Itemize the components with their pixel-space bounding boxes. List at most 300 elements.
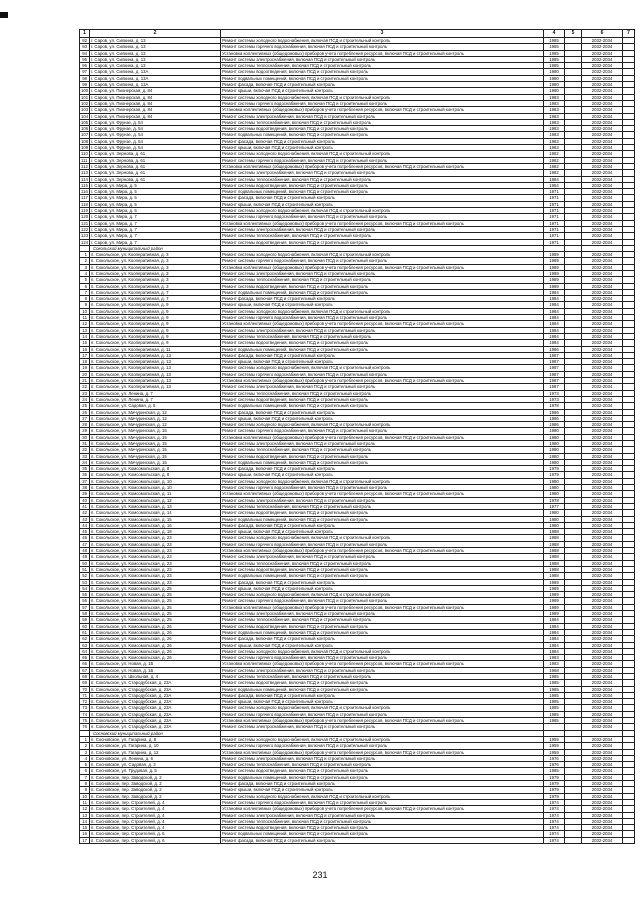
row-address: п. Сокольское, ул. Кооперативная, д. 3 [90,283,221,289]
row-year: 1971 [544,226,565,232]
row-number: 109 [81,145,89,151]
row-period: 2032-2034 [582,441,623,447]
row-address: п. Сокольское, ул. Новая, д. 1Б [90,667,221,673]
header-col-2: 2 [90,30,221,38]
row-number: 22 [80,384,90,390]
row-number: 2 [80,258,90,264]
row-address: п. Сокольское, ул. Кооперативная, д. 7 [90,296,221,302]
row-number: 52 [80,573,90,579]
row-period: 2032-2034 [582,201,623,207]
row-period: 2032-2034 [582,195,623,201]
row-period: 2032-2034 [582,365,623,371]
row-number: 67 [80,667,90,673]
row-address: п. Сокольское, ул. Садовая, д. 6 [90,403,221,409]
row-work: Ремонт системы электроснабжения, включая ПСД и строительный контроль [221,327,544,333]
row-period: 2032-2034 [582,667,623,673]
row-year: 1979 [544,472,565,478]
row-work: Ремонт крыши, включая ПСД и строительный контроль [221,472,544,478]
row-period: 2032-2034 [582,459,623,465]
row-address: п. Сокольское, ул. Мичуринская, д. 15 [90,434,221,440]
row-period: 2032-2034 [582,661,623,667]
row-work: Ремонт крыши, включая ПСД и строительный контроль [221,201,544,207]
row-address: п. Сокольское, ул. Кооперативная, д. 3 [90,252,221,258]
row-year: 1980 [544,453,565,459]
row-extra [565,837,582,843]
row-work: Ремонт системы электроснабжения, включая ПСД и строительный контроль [221,554,544,560]
row-address: п. Сокольское, ул. Комсомольская, д. 16 [90,522,221,528]
table-row [80,308,635,314]
table-row [80,535,635,541]
row-year: 1980 [544,82,565,88]
row-work: Ремонт системы холодного водоснабжения, включая ПСД и строительный контроль [221,592,544,598]
row-period: 2032-2034 [582,258,623,264]
row-year: 1980 [544,428,565,434]
row-work: Ремонт системы электроснабжения, включая ПСД и строительный контроль [221,667,544,673]
table-row [80,478,635,484]
row-work: Ремонт системы водоотведения, включая ПСД и строительный контроль [221,510,544,516]
row-period: 2032-2034 [582,126,623,132]
row-period: 2032-2034 [582,189,623,195]
row-year: 1989 [544,611,565,617]
row-year: 1980 [544,434,565,440]
page-number: 231 [312,870,328,880]
row-number: 26 [80,409,90,415]
row-address: г. Саров, ул. Силкина, д. 13А [90,75,221,81]
row-number: 66 [80,661,90,667]
row-work: Ремонт крыши, включая ПСД и строительный контроль [221,359,544,365]
row-year: 1968 [544,667,565,673]
row-number: 3 [80,264,90,270]
row-year: 1984 [544,176,565,182]
row-address: п. Сокольское, ул. Мичуринская, д. 12 [90,422,221,428]
row-period: 2032-2034 [582,629,623,635]
row-period: 2032-2034 [582,239,623,245]
row-work: Ремонт системы теплоснабжения, включая ПСД и строительный контроль [221,390,544,396]
table-row [80,289,635,295]
row-number: 15 [80,340,90,346]
row-year: 1973 [544,396,565,402]
row-number: 105 [81,119,89,125]
row-period: 2032-2034 [582,107,623,113]
row-address: п. Сокольское, ул. Кооперативная, д. 9 [90,340,221,346]
row-work: Ремонт системы горячего водоснабжения, включая ПСД и строительный контроль [221,655,544,661]
row-year: 1988 [544,573,565,579]
row-number: 40 [80,497,90,503]
row-address: г. Саров, ул. Фрунзе, д. 54 [90,119,221,125]
row-period: 2032-2034 [582,308,623,314]
row-number: 110 [81,151,88,157]
row-number: 101 [81,94,89,100]
row-number: 75 [80,718,90,724]
row-period: 2032-2034 [582,522,623,528]
row-number: 57 [80,604,90,610]
row-year: 1980 [544,75,565,81]
row-period: 2032-2034 [582,346,623,352]
row-period: 2032-2034 [582,554,623,560]
row-work: Установка коллективных (общедомовых) приборов учета потребления ресурсов, включая ПСД и строительный контроль [221,220,544,226]
row-year: 1971 [544,208,565,214]
row-address: п. Сокольское, ул. Стародубская, д. 23А [90,718,221,724]
row-number: 11 [80,799,90,805]
row-year: 1974 [544,837,565,843]
row-year: 1985 [544,56,565,62]
row-year: 1987 [544,378,565,384]
row-work: Ремонт системы электроснабжения, включая ПСД и строительный контроль [221,270,544,276]
table-row [80,611,635,617]
table-row [80,541,635,547]
row-work: Ремонт системы горячего водоснабжения, включая ПСД и строительный контроль [221,258,544,264]
table-row [80,321,635,327]
row-year: 1985 [544,44,565,50]
capital-repair-table [79,29,635,844]
row-year: 1971 [544,201,565,207]
row-work: Ремонт подвальных помещений, включая ПСД и строительный контроль [221,629,544,635]
table-row [80,252,635,258]
row-number: 56 [80,598,90,604]
row-period: 2032-2034 [582,415,623,421]
row-year: 1986 [544,422,565,428]
row-work: Ремонт фасада, включая ПСД и строительный контроль [221,82,544,88]
row-work: Ремонт системы теплоснабжения, включая ПСД и строительный контроль [221,277,544,283]
row-number: 1 [80,736,90,742]
row-address: п. Сокольское, ул. Комсомольская, д. 25 [90,604,221,610]
row-address: п. Сокольское, ул. Комсомольская, д. 15 [90,516,221,522]
row-year: 1984 [544,629,565,635]
row-address: г. Саров, ул. Фрунзе, д. 54 [90,138,221,144]
row-work: Установка коллективных (общедомовых) приборов учета потребления ресурсов, включая ПСД и строительный контроль [221,264,544,270]
row-year: 1983 [544,107,565,113]
row-period: 2032-2034 [582,579,623,585]
row-address: п. Сокольское, ул. Комсомольская, д. 26 [90,648,221,654]
row-work: Ремонт системы теплоснабжения, включая ПСД и строительный контроль [221,333,544,339]
row-end [623,837,635,843]
register-sheet [79,29,630,844]
row-address: г. Саров, ул. Фрунзе, д. 54 [90,132,221,138]
row-year: 1979 [544,781,565,787]
row-year: 1989 [544,604,565,610]
row-number: 19 [80,365,90,371]
row-number: 15 [80,825,90,831]
row-number: 20 [80,371,90,377]
row-period: 2032-2034 [582,94,623,100]
row-address: п. Сосновское, ул. Гагарина, д. 12 [90,749,221,755]
row-year: 1982 [544,151,565,157]
row-period: 2032-2034 [582,170,623,176]
table-row [80,503,635,509]
row-address: п. Сосновское, пер. Строителей, д. 4 [90,812,221,818]
row-number: 6 [80,768,90,774]
row-work: Ремонт системы водоотведения, включая ПСД и строительный контроль [221,825,544,831]
row-address: п. Сокольское, ул. Кооперативная, д. 3 [90,264,221,270]
row-year: 1979 [544,774,565,780]
row-period: 2032-2034 [582,214,623,220]
row-work: Ремонт подвальных помещений, включая ПСД и строительный контроль [221,289,544,295]
row-address: п. Сосновское, пер. Строителей, д. 4 [90,825,221,831]
row-work: Ремонт крыши, включая ПСД и строительный контроль [221,699,544,705]
row-period: 2032-2034 [582,220,623,226]
row-year: 1985 [544,705,565,711]
row-year: 1959 [544,749,565,755]
row-address: п. Сокольское, ул. Кооперативная, д. 3 [90,258,221,264]
row-number: 1 [80,252,90,258]
table-row [80,258,635,264]
row-year: 1959 [544,736,565,742]
row-address: п. Сокольское, ул. Кооперативная, д. 9 [90,327,221,333]
row-work: Ремонт системы теплоснабжения, включая ПСД и строительный контроль [221,63,544,69]
row-work: Ремонт системы холодного водоснабжения, включая ПСД и строительный контроль [221,94,544,100]
row-address: п. Сокольское, ул. Мичуринская, д. 12 [90,409,221,415]
row-number: 111 [81,157,88,163]
header-col-4: 4 [544,30,565,38]
row-work: Ремонт системы теплоснабжения, включая ПСД и строительный контроль [221,560,544,566]
row-work: Ремонт подвальных помещений, включая ПСД и строительный контроль [221,459,544,465]
row-address: п. Сокольское, ул. Комсомольская, д. 10 [90,478,221,484]
row-address: п. Сокольское, ул. Комсомольская, д. 25 [90,617,221,623]
row-period: 2032-2034 [582,793,623,799]
row-period: 2032-2034 [582,705,623,711]
row-number: 53 [80,579,90,585]
row-address: п. Сокольское, ул. Комсомольская, д. 8 [90,466,221,472]
row-period: 2032-2034 [582,453,623,459]
row-year: 1974 [544,806,565,812]
row-address: п. Сокольское, ул. Комсомольская, д. 23 [90,535,221,541]
table-row [80,371,635,377]
row-year: 1979 [544,787,565,793]
row-number: 30 [80,434,90,440]
row-period: 2032-2034 [582,252,623,258]
row-number: 49 [80,554,90,560]
row-work: Ремонт системы горячего водоснабжения, включая ПСД и строительный контроль [221,711,544,717]
row-work: Ремонт системы водоотведения, включая ПСД и строительный контроль [221,623,544,629]
row-address: г. Саров, ул. Фрунзе, д. 54 [90,126,221,132]
row-year: 1983 [544,145,565,151]
row-address: п. Сокольское, ул. Стародубская, д. 23А [90,724,221,730]
row-period: 2032-2034 [582,768,623,774]
row-period: 2032-2034 [582,352,623,358]
row-address: г. Саров, ул. Мира, д. 5 [90,201,221,207]
row-period: 2032-2034 [582,774,623,780]
row-address: п. Сокольское, ул. Комсомольская, д. 12 [90,497,221,503]
header-col-7: 7 [623,30,635,38]
row-period: 2032-2034 [582,799,623,805]
row-year: 1984 [544,321,565,327]
row-address: п. Сокольское, ул. Комсомольская, д. 14 [90,510,221,516]
row-year: 1979 [544,466,565,472]
row-address: п. Сокольское, ул. Комсомольская, д. 25 [90,592,221,598]
row-number: 69 [80,680,90,686]
row-work: Ремонт фасада, включая ПСД и строительный контроль [221,636,544,642]
row-year: 1980 [544,478,565,484]
scan-mark [0,12,8,18]
row-number: 118 [81,201,88,207]
row-year: 1989 [544,252,565,258]
row-number: 58 [80,611,90,617]
row-address: п. Сокольское, ул. Кооперативная, д. 7 [90,289,221,295]
row-period: 2032-2034 [582,642,623,648]
row-year: 1984 [544,182,565,188]
header-col-6: 6 [582,30,623,38]
row-number: 5 [80,762,90,768]
row-work: Ремонт крыши, включая ПСД и строительный контроль [221,529,544,535]
row-address: г. Саров, ул. Силкина, д. 13 [90,56,221,62]
row-year: 1988 [544,529,565,535]
row-period: 2032-2034 [582,617,623,623]
row-address: п. Сокольское, ул. Комсомольская, д. 23 [90,560,221,566]
row-address: г. Саров, ул. Силкина, д. 13 [90,44,221,50]
row-work: Ремонт системы холодного водоснабжения, включая ПСД и строительный контроль [221,208,544,214]
row-period: 2032-2034 [582,75,623,81]
row-number: 65 [80,655,90,661]
row-work: Ремонт системы холодного водоснабжения, включая ПСД и строительный контроль [221,793,544,799]
row-address: п. Сокольское, ул. Новая, д. 1Б [90,661,221,667]
row-period: 2032-2034 [582,182,623,188]
row-address: п. Сокольское, ул. Кооперативная, д. 9 [90,321,221,327]
row-year: 1980 [544,491,565,497]
row-address: п. Сосновское, пер. Строителей, д. 6 [90,837,221,843]
row-year: 1974 [544,825,565,831]
row-period: 2032-2034 [582,100,623,106]
row-year: 1985 [544,718,565,724]
row-work: Ремонт системы холодного водоснабжения, включая ПСД и строительный контроль [221,308,544,314]
row-work: Ремонт системы холодного водоснабжения, включая ПСД и строительный контроль [221,252,544,258]
table-row [80,264,635,270]
header-col-5: 5 [565,30,582,38]
row-number: 51 [80,566,90,572]
table-row [80,485,635,491]
row-period: 2032-2034 [582,585,623,591]
row-work: Ремонт системы электроснабжения, включая ПСД и строительный контроль [221,113,544,119]
row-number: 71 [80,692,90,698]
row-year: 1982 [544,157,565,163]
row-number: 63 [80,642,90,648]
table-row [80,686,635,692]
row-work: Ремонт системы холодного водоснабжения, включая ПСД и строительный контроль [221,535,544,541]
table-row [80,705,635,711]
row-year: 1980 [544,522,565,528]
row-address: п. Сокольское, ул. Мичуринская, д. 15 [90,441,221,447]
row-number: 48 [80,548,90,554]
row-year: 1986 [544,346,565,352]
row-year: 1971 [544,239,565,245]
row-address: п. Сокольское, ул. Школьная, д. 4 [90,673,221,679]
row-address: п. Сокольское, ул. Кооперативная, д. 3 [90,270,221,276]
row-year: 1989 [544,277,565,283]
table-row [80,333,635,339]
row-work: Установка коллективных (общедомовых) приборов учета потребления ресурсов, включая ПСД и строительный контроль [221,434,544,440]
table-row [80,270,635,276]
row-number: 74 [80,711,90,717]
row-address: п. Сокольское, ул. Кооперативная, д. 9 [90,333,221,339]
header-col-1: 1 [80,30,90,38]
row-year: 1987 [544,371,565,377]
row-number: 41 [80,503,90,509]
row-address: г. Саров, ул. Пионерская, д. 84 [90,113,221,119]
row-number: 12 [80,806,90,812]
table-row [80,428,635,434]
row-period: 2032-2034 [582,466,623,472]
row-period: 2032-2034 [582,611,623,617]
row-year: 1984 [544,642,565,648]
row-year: 1985 [544,699,565,705]
row-period: 2032-2034 [582,50,623,56]
row-address: п. Сокольское, ул. Кооперативная, д. 3 [90,277,221,283]
row-address: г. Саров, ул. Пионерская, д. 84 [90,88,221,94]
table-row [80,497,635,503]
table-row [80,384,635,390]
row-work: Ремонт системы водоотведения, включая ПСД и строительный контроль [221,239,544,245]
row-period: 2032-2034 [582,428,623,434]
row-number: 23 [80,390,90,396]
table-row [80,441,635,447]
row-number: 7 [80,774,90,780]
row-period: 2032-2034 [582,302,623,308]
row-work: Ремонт системы холодного водоснабжения, включая ПСД и строительный контроль [221,478,544,484]
row-number: 42 [80,510,90,516]
row-number: 112 [81,163,88,169]
table-row [80,831,635,837]
row-number: 97 [80,69,90,75]
row-address: п. Сокольское, ул. Комсомольская, д. 26 [90,629,221,635]
row-work: Ремонт системы теплоснабжения, включая ПСД и строительный контроль [221,762,544,768]
row-year: 1985 [544,63,565,69]
row-number: 60 [80,623,90,629]
row-work: Ремонт крыши, включая ПСД и строительный контроль [221,787,544,793]
row-number: 17 [80,352,90,358]
row-period: 2032-2034 [582,497,623,503]
row-period: 2032-2034 [582,781,623,787]
table-row [80,825,635,831]
row-work: Ремонт системы горячего водоснабжения, включая ПСД и строительный контроль [221,157,544,163]
row-period: 2032-2034 [582,510,623,516]
row-address: п. Сокольское, ул. Стародубская, д. 23А [90,711,221,717]
row-work: Ремонт системы теплоснабжения, включая ПСД и строительный контроль [221,233,544,239]
row-period: 2032-2034 [582,680,623,686]
row-year: 1984 [544,327,565,333]
row-period: 2032-2034 [582,283,623,289]
row-period: 2032-2034 [582,340,623,346]
row-address: п. Сокольское, ул. Кооперативная, д. 13 [90,378,221,384]
row-work: Ремонт системы водоотведения, включая ПСД и строительный контроль [221,453,544,459]
row-work: Ремонт фасада, включая ПСД и строительный контроль [221,466,544,472]
row-period: 2032-2034 [582,592,623,598]
table-row [80,812,635,818]
row-period: 2032-2034 [582,787,623,793]
row-year: 1984 [544,648,565,654]
row-address: п. Сокольское, ул. Комсомольская, д. 25 [90,611,221,617]
row-address: г. Саров, ул. Силкина, д. 13 [90,63,221,69]
row-work: Ремонт фасада, включая ПСД и строительный контроль [221,409,544,415]
row-address: п. Сосновское, пер. Строителей, д. 6 [90,831,221,837]
row-address: г. Саров, ул. Зернова, д. 61 [90,151,221,157]
row-year: 1973 [544,390,565,396]
row-address: п. Сокольское, ул. Мичуринская, д. 15 [90,428,221,434]
row-address: г. Саров, ул. Фрунзе, д. 54 [90,145,221,151]
row-period: 2032-2034 [582,113,623,119]
row-period: 2032-2034 [582,88,623,94]
row-address: п. Сосновское, пер. Заводской, д. 2 [90,781,221,787]
row-period: 2032-2034 [582,472,623,478]
row-year: 1987 [544,365,565,371]
section-title: Сокольский муниципальный район [90,245,221,251]
row-year: 1980 [544,441,565,447]
row-period: 2032-2034 [582,359,623,365]
row-year: 1984 [544,623,565,629]
row-period: 2032-2034 [582,333,623,339]
row-number: 13 [80,327,90,333]
row-address: п. Сокольское, ул. Кооперативная, д. 13 [90,371,221,377]
section-title: Сосновский муниципальный район [90,730,221,736]
row-work: Ремонт крыши, включая ПСД и строительный контроль [221,585,544,591]
